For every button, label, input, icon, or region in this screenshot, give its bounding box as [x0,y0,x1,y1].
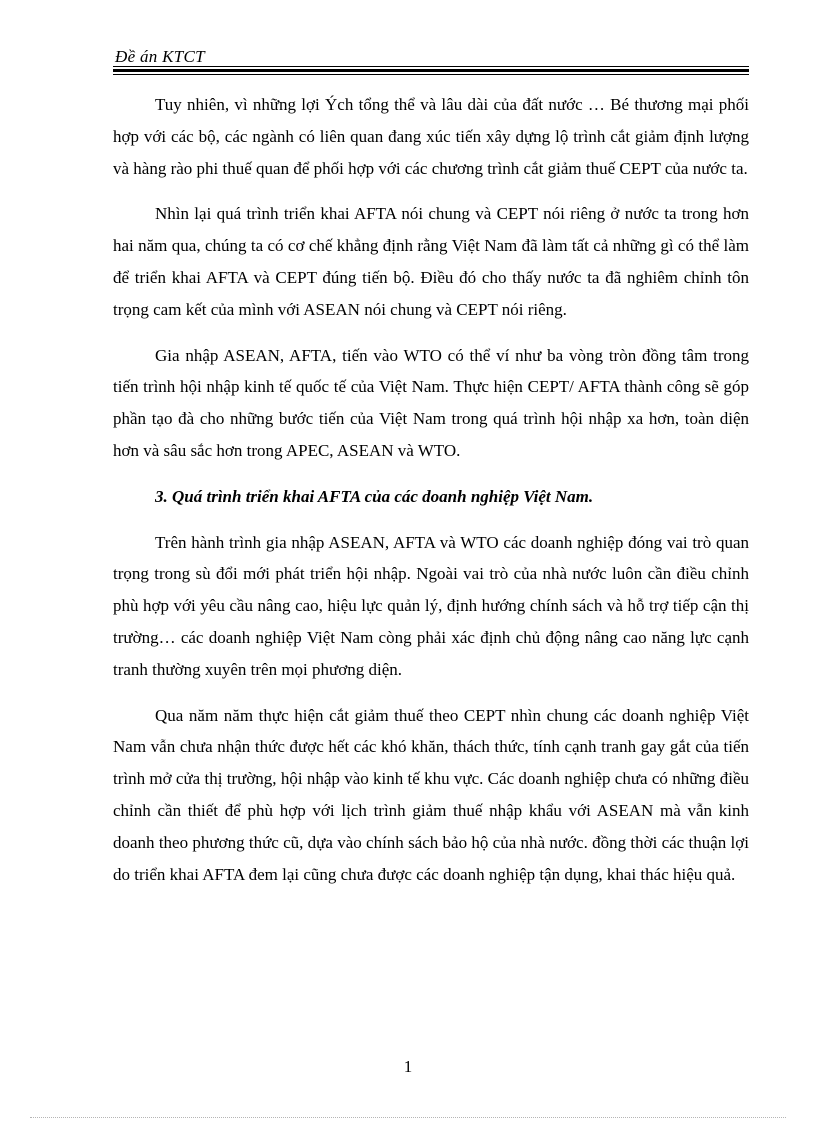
paragraph: Qua năm năm thực hiện cắt giảm thuế theo CEPT nhìn chung các doanh nghiệp Việt Nam vẫn chưa nhận thức được hết các khó khăn, thách thức, tính cạnh tranh gay gắt của tiến trình mở cửa thị trường, hội nhập vào kinh tế khu vực. Các doanh nghiệp chưa có những điều chỉnh cần thiết để phù hợp với lịch trình giảm thuế nhập khẩu với ASEAN mà vẫn kinh doanh theo phương thức cũ, dựa vào chính sách bảo hộ của nhà nước. đồng thời các thuận lợi do triển khai AFTA đem lại cũng chưa được các doanh nghiệp tận dụng, khai thác hiệu quả. [113,705,749,884]
header-title: Đề án KTCT [115,47,205,66]
paragraph: Trên hành trình gia nhập ASEAN, AFTA và WTO các doanh nghiệp đóng vai trò quan trọng trong sù đổi mới phát triển hội nhập. Ngoài vai trò của nhà nước luôn cần điều chỉnh phù hợp với yêu cầu nâng cao, hiệu lực quản lý, định hướng chính sách và hỗ trợ tiếp cận thị trường… các doanh nghiệp Việt Nam còng phải xác định chủ động nâng cao năng lực cạnh tranh thường xuyên trên mọi phương diện. [113,532,749,679]
header-rule-thin-bottom [113,74,749,75]
header-rule-thin-top [113,66,749,67]
paragraph: Gia nhập ASEAN, AFTA, tiến vào WTO có thể ví như ba vòng tròn đồng tâm trong tiến trình hội nhập kinh tế quốc tế của Việt Nam. Thực hiện CEPT/ AFTA thành công sẽ góp phần tạo đà cho những bước tiến của Việt Nam trong quá trình hội nhập xa hơn, toàn diện hơn và sâu sắc hơn trong APEC, ASEAN và WTO. [113,345,749,460]
page-number: 1 [403,1057,413,1076]
section-heading: 3. Quá trình triển khai AFTA của các doanh nghiệp Việt Nam. [155,486,594,506]
document-body [113,89,749,890]
page-bottom-dotted-border [30,1117,786,1118]
header-rule-thick [113,69,749,72]
paragraph: Nhìn lại quá trình triển khai AFTA nói chung và CEPT nói riêng ở nước ta trong hơn hai năm qua, chúng ta có cơ chế khẳng định rằng Việt Nam đã làm tất cả những gì có thể làm để triển khai AFTA và CEPT đúng tiến bộ. Điều đó cho thấy nước ta đã nghiêm chỉnh tôn trọng cam kết của mình với ASEAN nói chung và CEPT nói riêng. [113,204,749,319]
paragraph: Tuy nhiên, vì những lợi Ých tổng thể và lâu dài của đất nước … Bé thương mại phối hợp với các bộ, các ngành có liên quan đang xúc tiến xây dựng lộ trình cắt giảm định lượng và hàng rào phi thuế quan để phối hợp với các chương trình cắt giảm thuế CEPT của nước ta. [113,95,749,178]
